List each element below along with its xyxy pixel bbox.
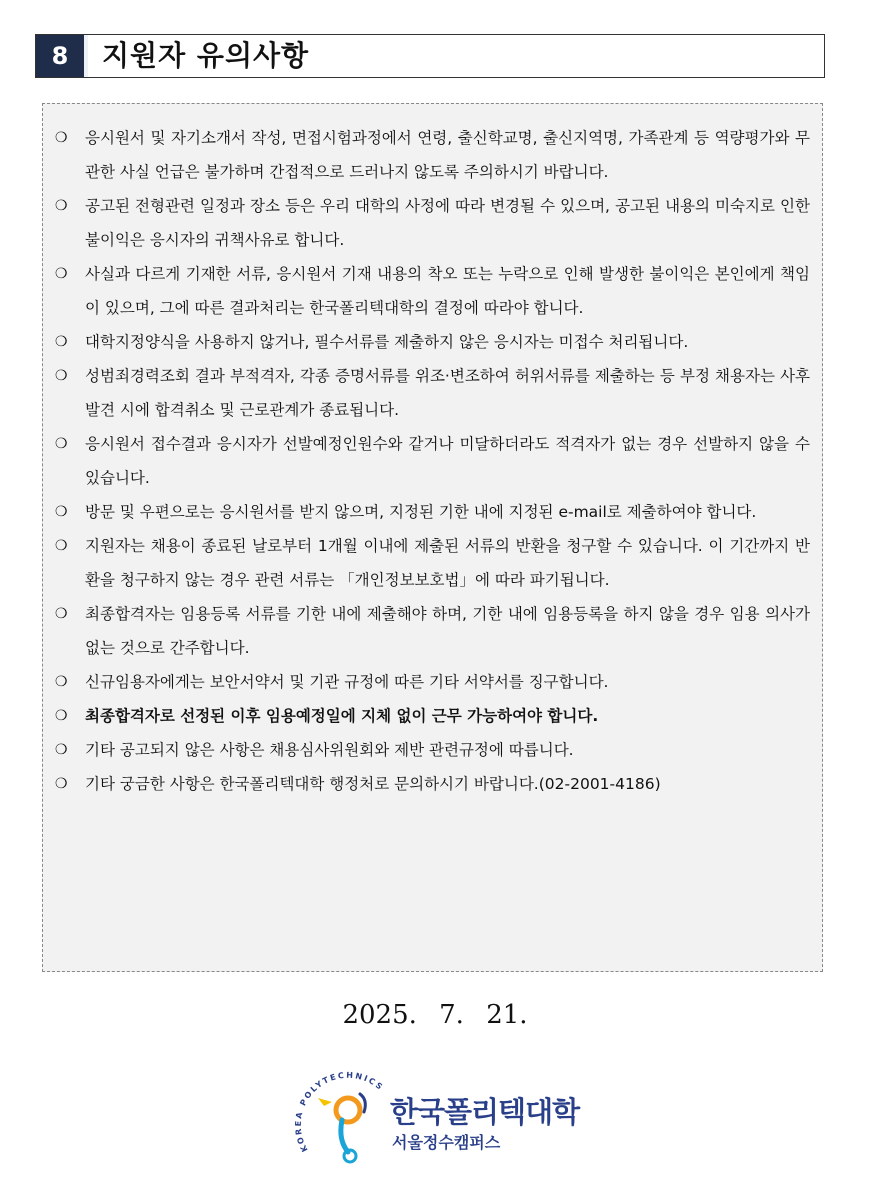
notice-text: 최종합격자로 선정된 이후 임용예정일에 지체 없이 근무 가능하여야 합니다. xyxy=(85,707,599,725)
notice-list xyxy=(51,121,810,801)
notice-item xyxy=(51,597,810,665)
bullet-icon: ❍ xyxy=(55,504,68,520)
notice-text: 응시원서 및 자기소개서 작성, 면접시험과정에서 연령, 출신학교명, 출신지역명, 가족관계 등 역량평가와 무관한 사실 언급은 불가하며 간접적으로 드러나지 않도록 주의하시기 바랍니다. xyxy=(85,129,810,181)
notice-item xyxy=(51,733,810,767)
bullet-icon: ❍ xyxy=(55,368,68,384)
notice-text: 지원자는 채용이 종료된 날로부터 1개월 이내에 제출된 서류의 반환을 청구할 수 있습니다. 이 기간까지 반환을 청구하지 않는 경우 관련 서류는 「개인정보보호법」에 따라 파기됩니다. xyxy=(85,537,810,589)
bullet-icon: ❍ xyxy=(55,674,68,690)
notice-text: 최종합격자는 임용등록 서류를 기한 내에 제출해야 하며, 기한 내에 임용등록을 하지 않을 경우 임용 의사가 없는 것으로 간주합니다. xyxy=(85,605,810,657)
document-date: 2025. 7. 21. xyxy=(342,1000,528,1030)
notice-item xyxy=(51,427,810,495)
bullet-icon: ❍ xyxy=(55,776,68,792)
bullet-icon: ❍ xyxy=(55,198,68,214)
notice-text: 성범죄경력조회 결과 부적격자, 각종 증명서류를 위조·변조하여 허위서류를 제출하는 등 부정 채용자는 사후 발견 시에 합격취소 및 근로관계가 종료됩니다. xyxy=(85,367,810,419)
bullet-icon: ❍ xyxy=(55,130,68,146)
bullet-icon: ❍ xyxy=(55,334,68,350)
notice-item xyxy=(51,495,810,529)
logo-campus-name: 서울정수캠퍼스 xyxy=(392,1133,501,1152)
notice-item xyxy=(51,665,810,699)
notice-text: 신규임용자에게는 보안서약서 및 기관 규정에 따른 기타 서약서를 징구합니다. xyxy=(85,673,609,691)
section-title: 지원자 유의사항 xyxy=(88,35,824,77)
notice-text: 방문 및 우편으로는 응시원서를 받지 않으며, 지정된 기한 내에 지정된 e-mail로 제출하여야 합니다. xyxy=(85,503,757,521)
notice-text: 대학지정양식을 사용하지 않거나, 필수서류를 제출하지 않은 응시자는 미접수 처리됩니다. xyxy=(85,333,689,351)
section-header xyxy=(35,34,825,78)
notice-text: 사실과 다르게 기재한 서류, 응시원서 기재 내용의 착오 또는 누락으로 인해 발생한 불이익은 본인에게 책임이 있으며, 그에 따른 결과처리는 한국폴리텍대학의 결정에 따라야 합니다. xyxy=(85,265,810,317)
notice-item xyxy=(51,699,810,733)
university-logo xyxy=(290,1060,590,1170)
notice-text: 기타 궁금한 사항은 한국폴리텍대학 행정처로 문의하시기 바랍니다.(02-2001-4186) xyxy=(85,775,661,793)
notice-item xyxy=(51,189,810,257)
polytechnics-emblem-icon xyxy=(290,1060,400,1170)
notice-item xyxy=(51,359,810,427)
bullet-icon: ❍ xyxy=(55,266,68,282)
notice-item xyxy=(51,325,810,359)
emblem-text: KOREA POLYTECHNICS xyxy=(293,1070,386,1154)
logo-university-name: 한국폴리텍대학 xyxy=(390,1095,580,1129)
notice-item xyxy=(51,767,810,801)
section-number: 8 xyxy=(36,35,84,77)
bullet-icon: ❍ xyxy=(55,606,68,622)
notice-item xyxy=(51,257,810,325)
notice-item xyxy=(51,121,810,189)
notice-text: 공고된 전형관련 일정과 장소 등은 우리 대학의 사정에 따라 변경될 수 있으며, 공고된 내용의 미숙지로 인한 불이익은 응시자의 귀책사유로 합니다. xyxy=(85,197,810,249)
bullet-icon: ❍ xyxy=(55,538,68,554)
notice-text: 기타 공고되지 않은 사항은 채용심사위원회와 제반 관련규정에 따릅니다. xyxy=(85,741,574,759)
bullet-icon: ❍ xyxy=(55,742,68,758)
bullet-icon: ❍ xyxy=(55,436,68,452)
bullet-icon: ❍ xyxy=(55,708,68,724)
notice-box xyxy=(42,103,823,972)
notice-text: 응시원서 접수결과 응시자가 선발예정인원수와 같거나 미달하더라도 적격자가 없는 경우 선발하지 않을 수 있습니다. xyxy=(85,435,810,487)
notice-item xyxy=(51,529,810,597)
